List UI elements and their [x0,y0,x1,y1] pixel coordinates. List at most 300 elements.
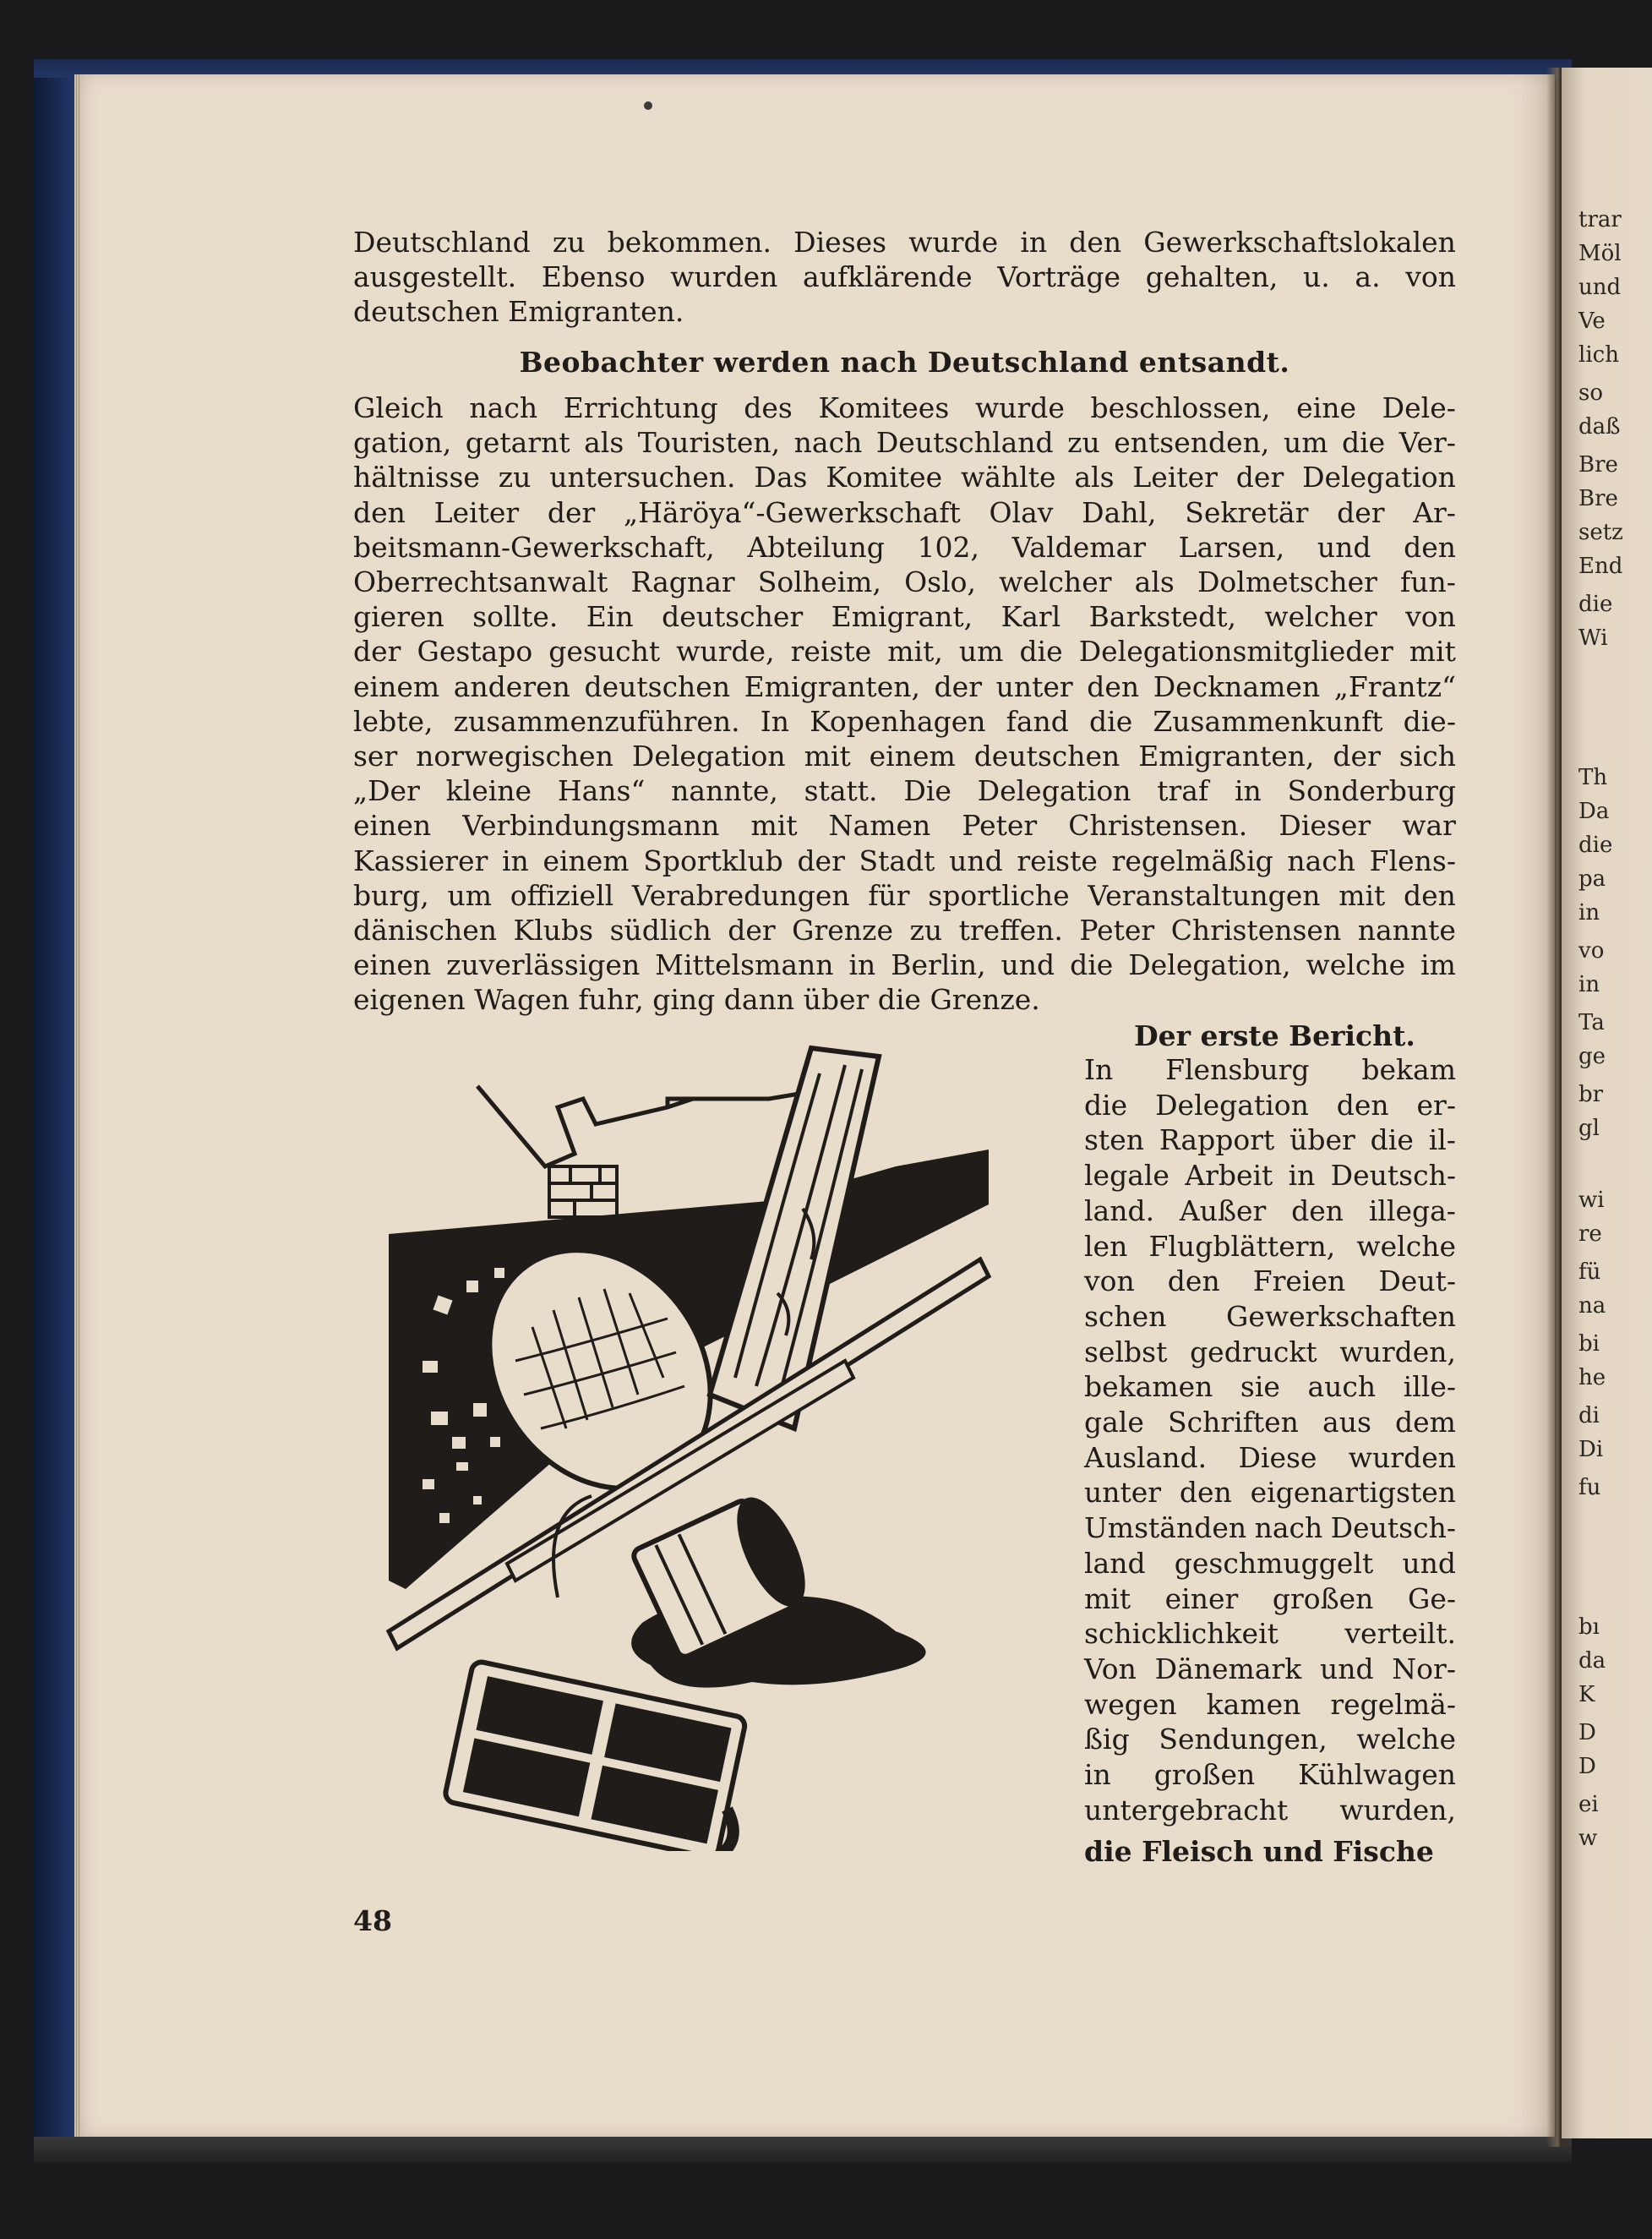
word: den [353,495,406,529]
next-page-text-fragment: he [1578,1365,1606,1390]
word: verteilt. [1344,1617,1456,1651]
next-page-text-fragment: trar [1578,207,1622,232]
paragraph-intro [353,225,1456,329]
text-line [353,460,1456,494]
word: um [447,878,493,912]
text-line [1084,1440,1456,1476]
text-line [1084,1757,1456,1793]
word: aus [1322,1406,1371,1439]
word: Das [754,461,808,494]
word: wurde [974,391,1065,424]
word: Nor- [1392,1652,1456,1685]
word: Gleich [353,391,444,424]
word: den [1179,1476,1232,1510]
word: Kühlwagen [1298,1758,1456,1792]
text-line [1084,1369,1456,1405]
word: wegen [1084,1687,1177,1721]
word: mit [750,809,798,843]
word: der [547,495,596,529]
word: Dahl, [1082,495,1157,529]
text-line [353,634,1456,669]
word: nannte, [671,774,778,808]
woodcut-illustration-icon [372,1040,1048,1851]
word: a. [1355,260,1381,293]
word: Touristen, [637,426,781,460]
word: untersuchen. [549,461,736,494]
next-page-text-fragment: D [1578,1754,1596,1779]
text-line [1084,1335,1456,1370]
next-page-text-fragment: Wi [1578,625,1608,651]
word: il- [1428,1123,1456,1157]
word: Oberrechtsanwalt [353,565,608,599]
word: in [848,948,876,982]
word: Kassierer [353,844,488,877]
text-line [1084,1122,1456,1158]
word: Sonderburg [1287,774,1456,808]
word: Verbindungsmann [462,809,720,843]
word: den [1167,1264,1220,1298]
text-line [1084,1158,1456,1193]
next-page-text-fragment: in [1578,972,1600,997]
next-page-text-fragment: Ta [1578,1010,1605,1035]
word: wurde, [676,635,775,669]
word: zuverlässigen [446,948,641,982]
word: Sekretär [1185,495,1309,529]
word: Flensburg [1165,1053,1310,1086]
text-line [1084,1475,1456,1510]
page-dot-mark [644,101,652,110]
word: ausgestellt. [353,260,517,293]
word: illega- [1368,1193,1456,1227]
text-line [353,669,1456,704]
word: der [1337,495,1385,529]
text-line [353,773,1456,808]
text-line [1084,1687,1456,1723]
word: einem [353,669,440,703]
word: Deut- [1378,1264,1456,1298]
word: Dieses [793,226,887,259]
word: zu [909,914,943,947]
next-page-text-fragment: na [1578,1293,1606,1319]
word: Karl [1000,600,1061,634]
word: deutschen [584,669,731,703]
word: wählte [960,461,1056,494]
word: die [1341,426,1386,460]
word: der [934,669,982,703]
word: norwegischen [416,740,613,773]
word: beitsmann-Gewerkschaft, [353,530,715,564]
word: beschlossen, [1090,391,1271,424]
next-page-text-fragment: K [1578,1682,1595,1707]
word: sten [1084,1123,1144,1157]
word: zu [498,461,532,494]
word: als [1074,461,1115,494]
word: und [1402,1546,1456,1580]
word: nannte [1357,914,1456,947]
word: fand [1006,704,1069,738]
word: den [1404,530,1456,564]
text-line [353,565,1456,599]
word: Dänemark [1154,1652,1302,1685]
word: die [1370,1123,1414,1157]
text-line [1084,1793,1456,1828]
word: mit [1084,1581,1131,1615]
word: in [1234,774,1262,808]
text-line [353,259,1456,294]
next-page-text-fragment: wi [1578,1188,1605,1213]
word: einem [542,844,630,877]
next-page-text-fragment: bi [1578,1331,1600,1357]
text-line [1084,1193,1456,1229]
word: kamen [1206,1687,1301,1721]
word: In [1084,1053,1114,1086]
paragraph-bericht [1084,1052,1456,1870]
word: welche [1356,1723,1456,1756]
word: sie [1240,1370,1280,1404]
word: Errichtung [563,391,718,424]
word: schen [1084,1299,1167,1333]
next-page-text-fragment: fu [1578,1475,1601,1500]
word: einem [869,740,956,773]
next-page-text-fragment: bı [1578,1614,1600,1640]
word: entsenden, [1114,426,1270,460]
text-line [1084,1088,1456,1123]
text-line: die Fleisch und Fische [1084,1835,1434,1869]
word: den [1404,878,1456,912]
next-page-text-fragment: lich [1578,342,1619,368]
word: eine [1296,391,1356,424]
next-page-text-fragment: gl [1578,1116,1600,1141]
word: gesucht [548,635,661,669]
text-line [1084,1722,1456,1757]
word: um [958,635,1004,669]
word: Emigranten, [744,669,920,703]
word: welche [1356,1229,1456,1263]
word: den [1336,1088,1389,1122]
word: Sendungen, [1159,1723,1328,1756]
word: ille- [1403,1370,1456,1404]
word: zu [552,226,586,259]
word: Flugblättern, [1148,1229,1336,1263]
word: Ver- [1398,426,1456,460]
word: aufklärende [803,260,973,293]
word: gation, [353,426,452,460]
next-page-text-fragment: ei [1578,1792,1599,1817]
word: Gewerkschaften [1225,1299,1456,1333]
word: Emigranten, [1138,740,1315,773]
word: der [1235,461,1284,494]
word: und [1000,948,1055,982]
text-line [353,739,1456,773]
word: Delegation [631,740,786,773]
word: Barkstedt, [1088,600,1236,634]
word: in [502,844,529,877]
word: Diese [1238,1440,1317,1474]
word: des [744,391,793,424]
word: „Frantz“ [1333,669,1456,703]
book-cover-bottom-edge [34,2137,1572,2162]
text-line [1084,1052,1456,1088]
word: lebte, [353,704,433,738]
word: der [797,844,845,877]
next-page-text-fragment: in [1578,900,1600,926]
word: Komitees [818,391,950,424]
word: Dele- [1382,391,1456,424]
next-page-text-fragment: Möl [1578,241,1622,266]
word: Peter [962,809,1038,843]
paragraph-delegation [353,390,1456,1018]
word: war [1402,809,1456,843]
word: welcher [1264,600,1377,634]
word: dem [1395,1406,1456,1439]
word: in [1288,1159,1316,1193]
word: Ein [586,600,634,634]
word: Veranstaltungen [1088,878,1321,912]
word: mit [804,740,851,773]
text-line [353,225,1456,259]
word: schicklichkeit [1084,1617,1279,1651]
next-page-text-fragment: di [1578,1403,1600,1428]
word: auch [1307,1370,1377,1404]
word: „Häröya“-Gewerkschaft [624,495,961,529]
text-line: deutschen Emigranten. [353,295,684,328]
word: einen [353,809,432,843]
next-page-text-fragment: pa [1578,866,1606,892]
word: deutscher [662,600,804,634]
word: Arbeit [1185,1159,1273,1193]
word: nach [469,391,538,424]
word: unter [995,669,1073,703]
word: getarnt [465,426,570,460]
text-line [353,390,1456,425]
word: Stadt [859,844,935,877]
word: Delegation [1155,1088,1309,1122]
word: Kopenhagen [810,704,986,738]
word: fun- [1400,565,1456,599]
word: von [1405,260,1456,293]
word: treffen. [958,914,1063,947]
text-line [1084,1264,1456,1299]
word: und [1319,1652,1374,1685]
word: bekamen [1084,1370,1213,1404]
word: Ebenso [541,260,646,293]
word: Dieser [1279,809,1371,843]
word: Abteilung [747,530,885,564]
word: kleine [445,774,532,808]
word: nach [1287,844,1356,877]
word: Christensen. [1068,809,1248,843]
word: Peter [1079,914,1155,947]
text-line [353,599,1456,634]
word: als [1134,565,1175,599]
word: gale [1084,1406,1144,1439]
word: mit [1409,635,1456,669]
word: großen [1153,1758,1256,1792]
word: Mittelsmann [655,948,834,982]
word: eigenartigsten [1250,1476,1456,1510]
word: Emigrant, [831,600,973,634]
next-page-text-fragment: D [1578,1720,1596,1745]
text-line: eigenen Wagen fuhr, ging dann über die Grenze. [353,983,1040,1017]
word: gieren [353,600,444,634]
word: Klubs [513,914,594,947]
word: Ar- [1413,495,1456,529]
word: Larsen, [1178,530,1285,564]
next-page-text-fragment: Bre [1578,486,1618,511]
word: sportliche [928,878,1070,912]
word: die [1084,1088,1128,1122]
word: Deutsch- [1330,1159,1456,1193]
word: Leiter [1132,461,1218,494]
word: deutschen [973,740,1120,773]
word: nach [1254,1511,1323,1545]
word: legale [1084,1159,1169,1193]
word: Delegation [977,774,1131,808]
page-number: 48 [353,1904,392,1937]
word: „Der [353,774,420,808]
word: die- [1403,704,1456,738]
text-line [353,704,1456,739]
word: er- [1416,1088,1456,1122]
word: der [728,914,776,947]
word: untergebracht [1084,1793,1289,1827]
text-line [353,530,1456,565]
word: gehalten, [1145,260,1279,293]
word: Deutsch- [1330,1511,1456,1545]
word: Vorträge [997,260,1121,293]
next-page-text-fragment: die [1578,592,1613,617]
word: Namen [828,809,931,843]
word: von [1405,600,1456,634]
word: wurden, [1339,1793,1456,1827]
word: 102, [917,530,979,564]
word: gedruckt [1190,1335,1317,1368]
word: Grenze [792,914,893,947]
word: bekommen. [607,226,772,259]
word: Umständen [1084,1511,1247,1545]
word: den [1291,1193,1344,1227]
word: die [1089,704,1133,738]
word: Ragnar [630,565,735,599]
word: einer [1164,1581,1239,1615]
word: regelmä- [1330,1687,1456,1721]
word: Sportklub [643,844,783,877]
word: nach [793,426,863,460]
next-page-text-fragment: fü [1578,1259,1601,1285]
text-line [353,495,1456,530]
word: wurden [670,260,778,293]
word: len [1084,1229,1128,1263]
word: im [1420,948,1456,982]
next-page-text-fragment: daß [1578,414,1621,440]
word: bekam [1361,1053,1456,1086]
word: welche [1306,948,1406,982]
word: unter [1084,1476,1162,1510]
text-line [1084,1405,1456,1440]
word: Valdemar [1011,530,1147,564]
word: zusammenzuführen. [453,704,740,738]
word: Delegationsmitglieder [1078,635,1393,669]
word: für [868,878,910,912]
word: die [1070,948,1114,982]
next-page-text-fragment: Da [1578,799,1610,824]
word: Delegation, [1128,948,1291,982]
word: um [1283,426,1328,460]
text-line [1084,1510,1456,1546]
next-page-text-fragment: w [1578,1826,1598,1851]
word: südlich [609,914,712,947]
word: Berlin, [891,948,986,982]
word: den [1069,226,1122,259]
next-page-text-fragment: Di [1578,1437,1604,1462]
word: traf [1157,774,1209,808]
word: geschmuggelt [1174,1546,1374,1580]
word: in [1020,226,1048,259]
next-page-text-fragment: vo [1578,938,1605,964]
word: Rapport [1159,1123,1275,1157]
word: wurden, [1339,1335,1456,1368]
word: regelmäßig [1111,844,1273,877]
text-line [353,808,1456,843]
next-page-text-fragment: da [1578,1648,1606,1674]
word: land. [1084,1193,1155,1227]
next-page-text-fragment: und [1578,275,1622,300]
word: Komitee [826,461,943,494]
section-heading-erster-bericht: Der erste Bericht. [1134,1019,1415,1052]
word: statt. [804,774,878,808]
text-line [1084,1299,1456,1335]
next-page-text-fragment: die [1578,833,1613,858]
word: Deutschland [875,426,1054,460]
word: ßig [1084,1723,1130,1756]
next-page-text-fragment: ge [1578,1044,1606,1069]
word: der [353,635,401,669]
text-line [1084,1616,1456,1652]
word: Olav [989,495,1054,529]
word: Christensen [1170,914,1342,947]
text-line [353,878,1456,913]
word: und [1317,530,1371,564]
word: zu [1067,426,1100,460]
text-line [353,913,1456,947]
next-page-text-fragment: Th [1578,765,1608,790]
word: Solheim, [757,565,881,599]
word: ser [353,740,398,773]
next-page-text-fragment: End [1578,554,1623,579]
word: Von [1084,1652,1137,1685]
word: der [1333,740,1381,773]
word: Zusammenkunft [1153,704,1383,738]
word: Verabredungen [631,878,850,912]
word: wurde [908,226,999,259]
next-page-text-fragment: br [1578,1082,1604,1107]
word: land [1084,1546,1146,1580]
word: Deutschland [353,226,531,259]
word: anderen [453,669,570,703]
text-line [353,425,1456,460]
section-heading-beobachter: Beobachter werden nach Deutschland entsandt. [519,346,1290,379]
word: mit [1339,878,1386,912]
next-page-text-fragment: Ve [1578,309,1606,334]
word: u. [1303,260,1330,293]
word: Leiter [433,495,520,529]
word: reiste [790,635,872,669]
word: Delegation [1302,461,1456,494]
word: und [949,844,1003,877]
word: Gewerkschaftslokalen [1143,226,1456,259]
word: selbst [1084,1335,1168,1368]
word: dänischen [353,914,498,947]
